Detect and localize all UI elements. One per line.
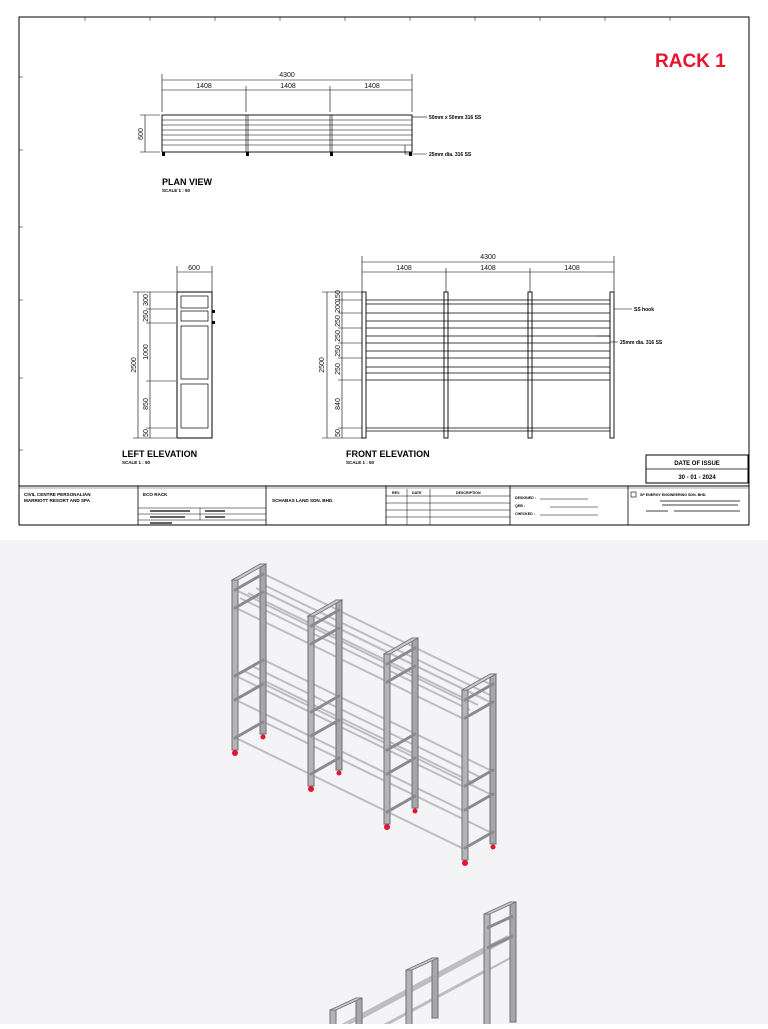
front-seg-2: 200 [335, 301, 342, 313]
project-name-line1: CIVIL CENTRE PERSONALIAN [24, 492, 91, 497]
plan-rod-callout: 25mm dia. 316 SS [429, 152, 472, 158]
drawing-title: RACK 1 [655, 51, 726, 72]
date-of-issue-value: 30 - 01 - 2024 [678, 475, 716, 481]
left-seg-4: 850 [143, 398, 150, 410]
plan-view-label: PLAN VIEW [162, 177, 213, 187]
isometric-canvas [0, 540, 768, 1024]
plan-view-scale: SCALE 1 : 50 [162, 188, 191, 193]
left-seg-1: 300 [143, 294, 150, 306]
plan-bay-2-dim: 1408 [280, 83, 296, 90]
plan-tube-callout: 50mm x 50mm 316 SS [429, 115, 482, 121]
front-seg-5: 250 [335, 345, 342, 357]
zone-ticks [19, 17, 670, 450]
date-of-issue-box [646, 455, 748, 483]
front-seg-1: 150 [335, 290, 342, 302]
sign-qeb: QEB : [515, 504, 525, 508]
isometric-render-area [0, 540, 768, 1024]
firm-name: SP ENERGY ENGINEERING SDN. BHD. [640, 493, 707, 497]
front-rod-callout: 25mm dia. 316 SS [620, 340, 663, 346]
front-elevation-label: FRONT ELEVATION [346, 449, 430, 459]
left-seg-5: 50 [143, 429, 150, 437]
plan-bay-1-dim: 1408 [196, 83, 212, 90]
project-name-line2: MARRIOTT RESORT AND SPA [24, 498, 91, 503]
plan-bay-3-dim: 1408 [364, 83, 380, 90]
front-elevation [319, 254, 663, 465]
front-bay-3-dim: 1408 [564, 265, 580, 272]
left-height-dim: 2500 [131, 357, 138, 373]
front-bay-2-dim: 1408 [480, 265, 496, 272]
date-of-issue-label: DATE OF ISSUE [674, 461, 720, 467]
rev-header-date: DATE [412, 491, 422, 495]
left-seg-3: 1000 [143, 344, 150, 360]
front-hook-callout: SS hook [634, 307, 655, 313]
plan-view [138, 72, 482, 193]
front-seg-6: 250 [335, 363, 342, 375]
front-seg-8: 50 [335, 429, 342, 437]
front-bay-1-dim: 1408 [396, 265, 412, 272]
drawing-name: ECO RACK [143, 492, 168, 497]
front-height-dim: 2500 [319, 357, 326, 373]
sign-checked: CHECKED : [515, 512, 535, 516]
front-elevation-scale: SCALE 1 : 50 [346, 460, 375, 465]
plan-overall-dim: 4300 [279, 72, 295, 79]
left-elevation-scale: SCALE 1 : 50 [122, 460, 151, 465]
rev-header-description: DESCRIPTION [456, 491, 481, 495]
rack-render-2 [330, 902, 516, 1024]
left-elevation [122, 265, 215, 465]
left-width-dim: 600 [188, 265, 200, 272]
left-seg-2: 250 [143, 310, 150, 322]
client-name: SCHABAS LAND SDN. BHD. [272, 498, 334, 503]
plan-depth-dim: 600 [138, 128, 145, 140]
sign-designed: DESIGNED : [515, 496, 536, 500]
front-overall-dim: 4300 [480, 254, 496, 261]
rev-header-rev: REV. [392, 491, 401, 495]
left-elevation-label: LEFT ELEVATION [122, 449, 198, 459]
front-seg-7: 840 [335, 398, 342, 410]
front-seg-3: 250 [335, 315, 342, 327]
title-block [19, 486, 749, 525]
front-seg-4: 250 [335, 330, 342, 342]
rack-render-1 [232, 564, 496, 866]
